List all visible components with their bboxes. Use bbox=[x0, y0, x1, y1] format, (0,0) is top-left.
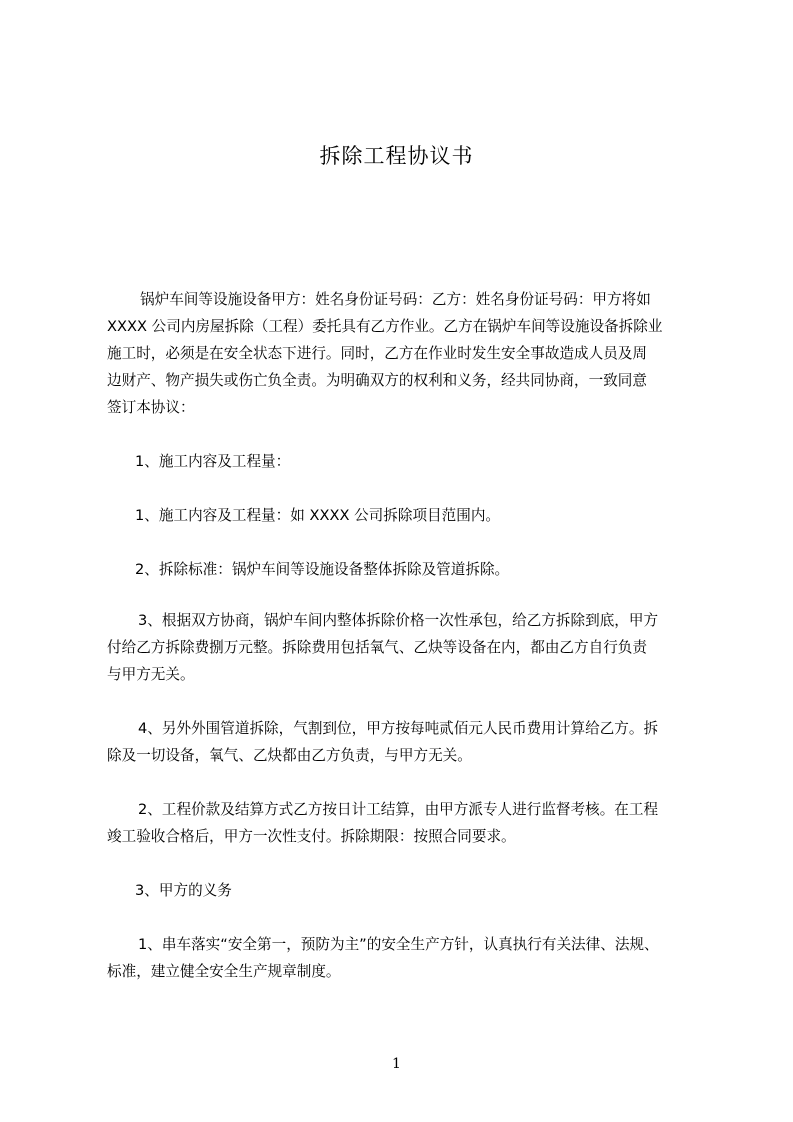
paragraph-line: 与甲方无关。 bbox=[107, 666, 195, 683]
paragraph-line: 3、根据双方协商，锅炉车间内整体拆除价格一次性承包，给乙方拆除到底，甲方 bbox=[138, 612, 659, 629]
paragraph-line: 付给乙方拆除费捌万元整。拆除费用包括氧气、乙炔等设备在内，都由乙方自行负责 bbox=[107, 639, 647, 656]
intro-line: XXXX 公司内房屋拆除（工程）委托具有乙方作业。乙方在锅炉车间等设施设备拆除业 bbox=[107, 318, 663, 335]
intro-line: 边财产、物产损失或伤亡负全责。为明确双方的权利和义务，经共同协商，一致同意 bbox=[107, 372, 647, 389]
paragraph-line: 竣工验收合格后，甲方一次性支付。拆除期限：按照合同要求。 bbox=[107, 828, 516, 845]
section-heading-party-a-duties: 3、甲方的义务 bbox=[135, 882, 232, 899]
item-standard: 2、拆除标准：锅炉车间等设施设备整体拆除及管道拆除。 bbox=[135, 561, 510, 578]
paragraph-line: 4、另外外围管道拆除，气割到位，甲方按每吨贰佰元人民币费用计算给乙方。拆 bbox=[138, 720, 659, 737]
paragraph-line: 2、工程价款及结算方式乙方按日计工结算，由甲方派专人进行监督考核。在工程 bbox=[138, 801, 659, 818]
intro-line: 签订本协议： bbox=[107, 399, 195, 416]
intro-line: 施工时，必须是在安全状态下进行。同时，乙方在作业时发生安全事故造成人员及周 bbox=[107, 345, 647, 362]
document-title: 拆除工程协议书 bbox=[319, 144, 474, 168]
item-scope: 1、施工内容及工程量：如 XXXX 公司拆除项目范围内。 bbox=[135, 507, 501, 524]
intro-line: 锅炉车间等设施设备甲方：姓名身份证号码：乙方：姓名身份证号码：甲方将如 bbox=[140, 291, 651, 308]
page-number: 1 bbox=[392, 1056, 401, 1072]
paragraph-line: 标准，建立健全安全生产规章制度。 bbox=[107, 963, 341, 980]
section-heading-construction: 1、施工内容及工程量： bbox=[135, 453, 291, 470]
paragraph-line: 1、串车落实“安全第一，预防为主”的安全生产方针，认真执行有关法律、法规、 bbox=[138, 936, 659, 953]
paragraph-line: 除及一切设备，氧气、乙炔都由乙方负责，与甲方无关。 bbox=[107, 747, 472, 764]
